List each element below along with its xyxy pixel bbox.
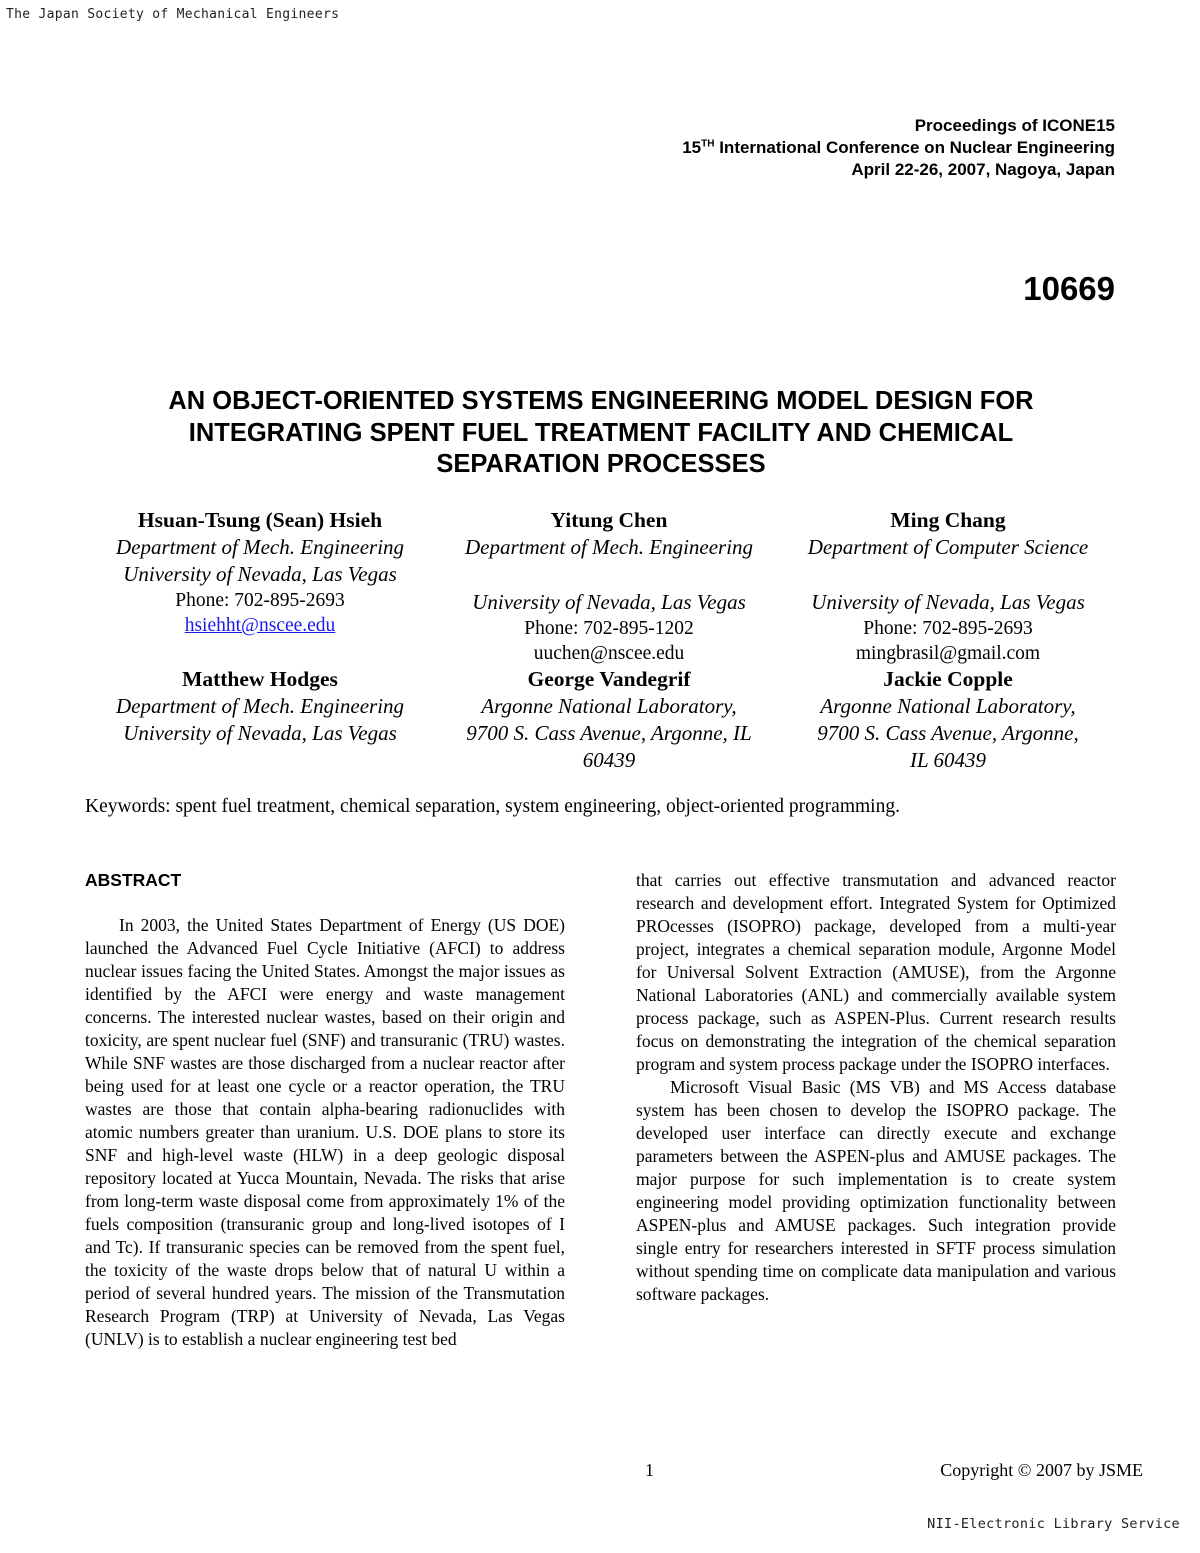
abstract-paragraph: that carries out effective transmutation and advanced reactor research and development effort. Integrated System for Optimized PROcesses (ISOPRO) package, developed from a multi-year project, integrates a chemical separation module, Argonne Model for Universal Solvent Extraction (AMUSE), from the Argonne National Laboratories (ANL) and commercially available system process package, such as ASPEN-Plus. Current research results focus on demonstrating the integration of the chemical separation program and system process package under the ISOPRO interfaces. (636, 870, 1116, 1074)
author-affiliation: University of Nevada, Las Vegas (811, 590, 1085, 614)
author-name: George Vandegrif (527, 667, 691, 691)
page-number: 1 (645, 1460, 654, 1480)
author-block-hodges (90, 665, 430, 747)
blank-line (439, 561, 779, 589)
conference-ordinal: 15 (682, 138, 702, 157)
author-department: Department of Computer Science (807, 535, 1089, 559)
author-email-link[interactable]: hsiehht@nscee.edu (184, 615, 336, 636)
author-block-vandegrif (439, 665, 779, 774)
conference-date-location: April 22-26, 2007, Nagoya, Japan (851, 160, 1115, 179)
conference-name (682, 137, 1115, 159)
conference-ordinal-suffix: TH (701, 138, 715, 150)
author-affiliation: University of Nevada, Las Vegas (472, 590, 746, 614)
author-block-hsieh (90, 506, 430, 638)
paper-title-line: INTEGRATING SPENT FUEL TREATMENT FACILITY AND CHEMICAL (188, 418, 1014, 447)
author-name: Matthew Hodges (182, 667, 338, 691)
proceedings-title: Proceedings of ICONE15 (914, 116, 1115, 135)
author-name: Hsuan-Tsung (Sean) Hsieh (137, 508, 383, 532)
keywords: Keywords: spent fuel treatment, chemical separation, system engineering, object-oriented programming. (85, 796, 900, 817)
author-email: uuchen@nscee.edu (533, 643, 685, 664)
author-department: Department of Mech. Engineering (464, 535, 754, 559)
author-email: mingbrasil@gmail.com (855, 643, 1041, 664)
author-address: 9700 S. Cass Avenue, Argonne, IL (466, 721, 752, 745)
paper-title-line: AN OBJECT-ORIENTED SYSTEMS ENGINEERING MODEL DESIGN FOR (168, 387, 1034, 415)
abstract-paragraph: In 2003, the United States Department of Energy (US DOE) launched the Advanced Fuel Cycle Initiative (AFCI) to address nuclear issues facing the United States. Amongst the major issues as identified by the AFCI were energy and waste management concerns. The interested nuclear wastes, based on their origin and toxicity, are spent nuclear fuel (SNF) and transuranic (TRU) wastes. While SNF wastes are those discharged from a nuclear reactor after being used for at least one cycle or a reactor operation, the TRU wastes are those that contain alpha-bearing radionuclides with atomic numbers greater than uranium. U.S. DOE plans to store its SNF and high-level waste (HLW) in a deep geologic disposal repository located at Yucca Mountain, Nevada. The risks that arise from long-term waste disposal come from approximately 1% of the fuels composition (transuranic group and long-lived isotopes of I and Tc). If transuranic species can be removed from the spent fuel, the toxicity of the waste drops below that of natural U within a period of several hundred years. The mission of the Transmutation Research Program (TRP) at University of Nevada, Las Vegas (UNLV) is to establish a nuclear engineering test bed (85, 915, 565, 1349)
author-name: Jackie Copple (883, 667, 1013, 691)
blank-line (778, 561, 1118, 589)
author-address-zip: 60439 (582, 748, 636, 772)
abstract-paragraph: Microsoft Visual Basic (MS VB) and MS Access database system has been chosen to develop the ISOPRO package. The developed user interface can directly execute and exchange parameters between the ASPEN-plus and AMUSE packages. The major purpose for such implementation is to create system engineering model providing optimization functionality between ASPEN-plus and AMUSE packages. Such integration provide single entry for researchers interested in SFTF process simulation without spending time on complicate data manipulation and various software packages. (636, 1077, 1116, 1304)
proceedings-block (682, 115, 1115, 181)
author-affiliation: Argonne National Laboratory, (481, 694, 737, 718)
copyright-notice: Copyright © 2007 by JSME (940, 1460, 1143, 1480)
paper-number: 10669 (1023, 270, 1115, 307)
author-address-zip: IL 60439 (909, 748, 987, 772)
footer-library-service: NII-Electronic Library Service (927, 1516, 1180, 1532)
author-affiliation: Argonne National Laboratory, (820, 694, 1076, 718)
abstract-heading: ABSTRACT (85, 870, 182, 890)
author-affiliation: University of Nevada, Las Vegas (123, 721, 397, 745)
author-affiliation: University of Nevada, Las Vegas (123, 562, 397, 586)
paper-title-line: SEPARATION PROCESSES (436, 450, 766, 478)
abstract-column-right (636, 869, 1116, 1306)
author-department: Department of Mech. Engineering (115, 694, 405, 718)
author-block-copple (778, 665, 1118, 774)
author-address: 9700 S. Cass Avenue, Argonne, (817, 721, 1079, 745)
author-block-chang (778, 506, 1118, 666)
author-phone: Phone: 702-895-2693 (863, 618, 1033, 639)
author-block-chen (439, 506, 779, 666)
author-phone: Phone: 702-895-1202 (524, 618, 694, 639)
abstract-column-left (85, 914, 565, 1351)
running-head-society: The Japan Society of Mechanical Engineers (6, 7, 340, 22)
conference-name-text: International Conference on Nuclear Engineering (714, 138, 1115, 157)
author-department: Department of Mech. Engineering (115, 535, 405, 559)
paper-title (85, 386, 1117, 481)
author-phone: Phone: 702-895-2693 (175, 590, 345, 611)
author-name: Ming Chang (890, 508, 1006, 532)
author-name: Yitung Chen (550, 508, 668, 532)
